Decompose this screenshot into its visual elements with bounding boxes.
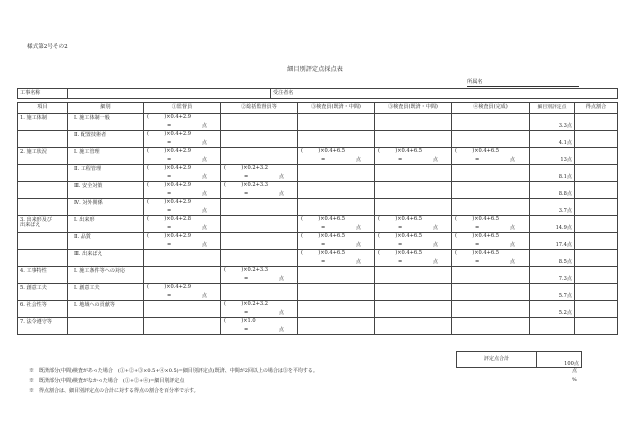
score-ratio-cell[interactable] xyxy=(575,318,618,335)
formula-cell-c4[interactable] xyxy=(375,131,452,148)
row-sub-label: Ⅰ. 施工体制一般 xyxy=(68,114,144,131)
formula-result: = 点 xyxy=(167,241,207,248)
formula-expression: ( )×0.4+2.9 xyxy=(147,114,191,120)
formula-cell-c1[interactable] xyxy=(144,216,221,233)
formula-cell-c1[interactable] xyxy=(144,233,221,250)
formula-expression: ( )×0.4+6.5 xyxy=(301,148,345,154)
col-header-supervisor: ①監督員 xyxy=(144,103,221,114)
formula-expression: ( )×0.4+2.9 xyxy=(147,131,191,137)
formula-expression: ( )×0.4+6.5 xyxy=(455,216,499,222)
formula-cell-c5[interactable] xyxy=(452,182,530,199)
row-sub-label: Ⅰ. 施工管理 xyxy=(68,148,144,165)
formula-result: = 点 xyxy=(244,309,284,316)
formula-cell-c1[interactable] xyxy=(144,148,221,165)
formula-expression: ( )×0.4+2.9 xyxy=(147,165,191,171)
row-item-label xyxy=(18,182,68,199)
formula-result: = 点 xyxy=(398,156,438,163)
table-row xyxy=(18,165,618,182)
formula-cell-c2[interactable] xyxy=(221,318,298,335)
score-ratio-cell[interactable] xyxy=(575,284,618,301)
formula-cell-c1[interactable] xyxy=(144,267,221,284)
formula-expression: ( )×0.4+6.5 xyxy=(455,233,499,239)
formula-expression: ( )×0.4+2.9 xyxy=(147,233,191,239)
formula-result: = 点 xyxy=(167,173,207,180)
formula-cell-c3[interactable] xyxy=(298,318,375,335)
formula-cell-c5[interactable] xyxy=(452,165,530,182)
formula-result: = 点 xyxy=(167,139,207,146)
formula-result: = 点 xyxy=(475,224,515,231)
header-row xyxy=(18,103,618,114)
formula-cell-c4[interactable] xyxy=(375,233,452,250)
formula-cell-c2[interactable] xyxy=(221,131,298,148)
formula-expression: ( )×0.2+3.3 xyxy=(224,182,268,188)
col-header-inspector-interim-1: ③検査員(既済・中間) xyxy=(298,103,375,114)
formula-expression: ( )×0.4+2.9 xyxy=(147,284,191,290)
detail-score-cell: 17.4点 xyxy=(530,233,575,250)
formula-cell-c4[interactable] xyxy=(375,267,452,284)
detail-score-cell: 8.8点 xyxy=(530,182,575,199)
row-item-label: 1. 施工体制 xyxy=(18,114,68,131)
detail-score-cell: 8.5点 xyxy=(530,250,575,267)
formula-result: = 点 xyxy=(244,275,284,282)
total-value xyxy=(537,352,582,368)
score-ratio-cell[interactable] xyxy=(575,148,618,165)
formula-result: = 点 xyxy=(321,156,361,163)
table-row xyxy=(18,233,618,250)
formula-result: = 点 xyxy=(167,207,207,214)
formula-expression: ( )×0.4+6.5 xyxy=(378,233,422,239)
row-sub-label: Ⅱ. 品質 xyxy=(68,233,144,250)
formula-cell-c1[interactable] xyxy=(144,199,221,216)
formula-expression: ( )×0.2+3.3 xyxy=(224,267,268,273)
row-sub-label: Ⅰ. 施工条件等への対応 xyxy=(68,267,144,284)
formula-cell-c4[interactable] xyxy=(375,284,452,301)
formula-cell-c3[interactable] xyxy=(298,216,375,233)
formula-cell-c1[interactable] xyxy=(144,114,221,131)
row-sub-label: Ⅲ. 安全対策 xyxy=(68,182,144,199)
detail-score-cell: 8.1点 xyxy=(530,165,575,182)
contractor-value[interactable] xyxy=(317,89,618,99)
note-2: ※ 既済部分(中間)検査がなかった場合 (①+②+④)=細目別評定点 xyxy=(29,378,185,384)
row-sub-label: Ⅲ. 出来ばえ xyxy=(68,250,144,267)
formula-cell-c1[interactable] xyxy=(144,284,221,301)
detail-score-cell: 4.1点 xyxy=(530,131,575,148)
formula-expression: ( )×0.4+6.5 xyxy=(378,148,422,154)
detail-score-cell xyxy=(530,318,575,335)
formula-result: = 点 xyxy=(167,122,207,129)
info-table xyxy=(17,88,618,99)
formula-result: = 点 xyxy=(475,241,515,248)
score-ratio-cell[interactable] xyxy=(575,114,618,131)
table-row xyxy=(18,131,618,148)
table-row xyxy=(18,216,618,233)
formula-expression: ( )×0.4+6.5 xyxy=(455,148,499,154)
formula-cell-c2[interactable] xyxy=(221,199,298,216)
formula-cell-c3[interactable] xyxy=(298,114,375,131)
formula-cell-c5[interactable] xyxy=(452,131,530,148)
row-item-label xyxy=(18,131,68,148)
score-ratio-cell[interactable] xyxy=(575,267,618,284)
formula-cell-c5[interactable] xyxy=(452,284,530,301)
formula-cell-c4[interactable] xyxy=(375,182,452,199)
row-item-label: 5. 創意工夫 xyxy=(18,284,68,301)
formula-cell-c1[interactable] xyxy=(144,165,221,182)
col-header-inspector-interim-2: ③検査員(既済・中間) xyxy=(375,103,452,114)
detail-score-cell: 13点 xyxy=(530,148,575,165)
formula-cell-c3[interactable] xyxy=(298,301,375,318)
office-name-field[interactable]: 所属名 xyxy=(467,78,579,87)
formula-result: = 点 xyxy=(167,156,207,163)
formula-cell-c3[interactable] xyxy=(298,250,375,267)
table-row xyxy=(18,148,618,165)
formula-cell-c4[interactable] xyxy=(375,301,452,318)
formula-cell-c5[interactable] xyxy=(452,267,530,284)
row-item-label xyxy=(18,233,68,250)
detail-score-cell: 5.7点 xyxy=(530,284,575,301)
formula-expression: ( )×0.4+6.5 xyxy=(301,216,345,222)
formula-result: = 点 xyxy=(167,292,207,299)
table-row xyxy=(18,318,618,335)
work-name-label: 工事名称 xyxy=(18,89,68,99)
col-header-detail-score: 細目別評定点 xyxy=(530,103,575,114)
note-unit-ten: 点 xyxy=(572,368,578,374)
col-header-general-supervisor: ②総括監督員等 xyxy=(221,103,298,114)
formula-expression: ( )×0.4+6.5 xyxy=(455,250,499,256)
formula-cell-c1[interactable] xyxy=(144,182,221,199)
detail-score-cell: 3.3点 xyxy=(530,114,575,131)
detail-score-cell: 3.7点 xyxy=(530,199,575,216)
formula-cell-c2[interactable] xyxy=(221,267,298,284)
formula-expression: ( )×0.4+2.9 xyxy=(147,199,191,205)
formula-cell-c5[interactable] xyxy=(452,233,530,250)
table-row xyxy=(18,114,618,131)
total-table xyxy=(456,351,582,368)
row-item-label xyxy=(18,199,68,216)
row-item-label: 4. 工事特性 xyxy=(18,267,68,284)
formula-cell-c5[interactable] xyxy=(452,250,530,267)
formula-result: = 点 xyxy=(398,224,438,231)
work-name-value[interactable] xyxy=(68,89,271,99)
row-sub-label: Ⅰ. 地域への貢献等 xyxy=(68,301,144,318)
row-item-label: 7. 法令遵守等 xyxy=(18,318,68,335)
formula-cell-c4[interactable] xyxy=(375,216,452,233)
score-ratio-cell[interactable] xyxy=(575,131,618,148)
formula-expression: ( )×0.2+3.2 xyxy=(224,165,268,171)
formula-expression: ( )×0.4+2.8 xyxy=(147,216,191,222)
table-row xyxy=(18,267,618,284)
formula-cell-c3[interactable] xyxy=(298,165,375,182)
formula-cell-c2[interactable] xyxy=(221,165,298,182)
formula-result: = 点 xyxy=(321,241,361,248)
formula-cell-c2[interactable] xyxy=(221,148,298,165)
formula-cell-c1[interactable] xyxy=(144,318,221,335)
formula-cell-c2[interactable] xyxy=(221,114,298,131)
formula-expression: ( )×0.4+6.5 xyxy=(378,216,422,222)
formula-result: = 点 xyxy=(475,156,515,163)
formula-cell-c4[interactable] xyxy=(375,114,452,131)
col-header-sub: 細別 xyxy=(68,103,144,114)
formula-cell-c2[interactable] xyxy=(221,250,298,267)
formula-expression: ( )×0.4+2.9 xyxy=(147,148,191,154)
document-title: 細目別評定点採点表 xyxy=(287,66,343,73)
formula-expression: ( )×1.0 xyxy=(224,318,256,324)
formula-result: = 点 xyxy=(398,241,438,248)
formula-cell-c3[interactable] xyxy=(298,233,375,250)
detail-score-cell: 14.9点 xyxy=(530,216,575,233)
row-sub-label: Ⅱ. 配置技術者 xyxy=(68,131,144,148)
score-ratio-cell[interactable] xyxy=(575,165,618,182)
formula-cell-c3[interactable] xyxy=(298,148,375,165)
formula-expression: ( )×0.4+2.9 xyxy=(147,182,191,188)
formula-result: = 点 xyxy=(244,326,284,333)
formula-cell-c5[interactable] xyxy=(452,216,530,233)
note-3: ※ 得点割合は、細目別評定点の合計に対する得点の割合を百分率で示す。 xyxy=(29,388,199,394)
row-item-label: 6. 社会性等 xyxy=(18,301,68,318)
table-row xyxy=(18,301,618,318)
formula-cell-c5[interactable] xyxy=(452,199,530,216)
formula-expression: ( )×0.4+6.5 xyxy=(301,233,345,239)
formula-cell-c5[interactable] xyxy=(452,301,530,318)
form-number: 様式第2号その2 xyxy=(27,44,68,50)
total-label: 評定点合計 xyxy=(457,352,537,368)
score-ratio-cell[interactable] xyxy=(575,199,618,216)
detail-score-cell: 7.3点 xyxy=(530,267,575,284)
formula-result: = 点 xyxy=(398,258,438,265)
row-item-label: 2. 施工状況 xyxy=(18,148,68,165)
score-ratio-cell[interactable] xyxy=(575,216,618,233)
table-row xyxy=(18,182,618,199)
formula-cell-c5[interactable] xyxy=(452,148,530,165)
formula-expression: ( )×0.4+6.5 xyxy=(301,250,345,256)
formula-cell-c1[interactable] xyxy=(144,250,221,267)
formula-result: = 点 xyxy=(167,224,207,231)
formula-cell-c5[interactable] xyxy=(452,114,530,131)
formula-cell-c2[interactable] xyxy=(221,233,298,250)
note-unit-percent: % xyxy=(572,377,577,383)
note-1: ※ 既済部分(中間)検査があった場合 (①+②+③×0.5+④×0.5)=細目別評定点(既済、中間が2回以上の場合は③を平均する。 xyxy=(29,368,318,374)
col-header-item: 項目 xyxy=(18,103,68,114)
total-value-text: 100点 xyxy=(564,360,579,367)
formula-cell-c3[interactable] xyxy=(298,182,375,199)
table-row xyxy=(18,199,618,216)
formula-cell-c3[interactable] xyxy=(298,199,375,216)
formula-cell-c2[interactable] xyxy=(221,182,298,199)
table-row xyxy=(18,284,618,301)
formula-cell-c4[interactable] xyxy=(375,318,452,335)
score-ratio-cell[interactable] xyxy=(575,182,618,199)
contractor-label: 受注者名 xyxy=(271,89,317,99)
formula-result: = 点 xyxy=(475,258,515,265)
formula-result: = 点 xyxy=(321,258,361,265)
row-sub-label: Ⅰ. 出来形 xyxy=(68,216,144,233)
formula-cell-c3[interactable] xyxy=(298,131,375,148)
formula-cell-c3[interactable] xyxy=(298,284,375,301)
formula-result: = 点 xyxy=(244,190,284,197)
formula-cell-c4[interactable] xyxy=(375,199,452,216)
formula-cell-c5[interactable] xyxy=(452,318,530,335)
formula-cell-c1[interactable] xyxy=(144,301,221,318)
formula-cell-c2[interactable] xyxy=(221,301,298,318)
formula-cell-c4[interactable] xyxy=(375,148,452,165)
row-item-label xyxy=(18,250,68,267)
row-sub-label xyxy=(68,318,144,335)
row-item-label: 3. 出来形及び 出来ばえ xyxy=(18,216,68,233)
score-ratio-cell[interactable] xyxy=(575,301,618,318)
row-sub-label: Ⅱ. 工程管理 xyxy=(68,165,144,182)
formula-expression: ( )×0.4+6.5 xyxy=(378,250,422,256)
scoring-table xyxy=(17,102,618,335)
formula-result: = 点 xyxy=(244,173,284,180)
formula-result: = 点 xyxy=(321,224,361,231)
score-ratio-cell[interactable] xyxy=(575,250,618,267)
table-row xyxy=(18,250,618,267)
formula-cell-c4[interactable] xyxy=(375,250,452,267)
formula-cell-c4[interactable] xyxy=(375,165,452,182)
row-item-label xyxy=(18,165,68,182)
col-header-score-ratio: 得点割合 xyxy=(575,103,618,114)
formula-cell-c3[interactable] xyxy=(298,267,375,284)
formula-cell-c2[interactable] xyxy=(221,284,298,301)
formula-expression: ( )×0.2+3.2 xyxy=(224,301,268,307)
col-header-inspector-final: ④検査員(完成) xyxy=(452,103,530,114)
score-ratio-cell[interactable] xyxy=(575,233,618,250)
formula-cell-c1[interactable] xyxy=(144,131,221,148)
detail-score-cell: 5.2点 xyxy=(530,301,575,318)
formula-cell-c2[interactable] xyxy=(221,216,298,233)
formula-result: = 点 xyxy=(167,190,207,197)
row-sub-label: Ⅰ. 創意工夫 xyxy=(68,284,144,301)
row-sub-label: Ⅳ. 対外関係 xyxy=(68,199,144,216)
